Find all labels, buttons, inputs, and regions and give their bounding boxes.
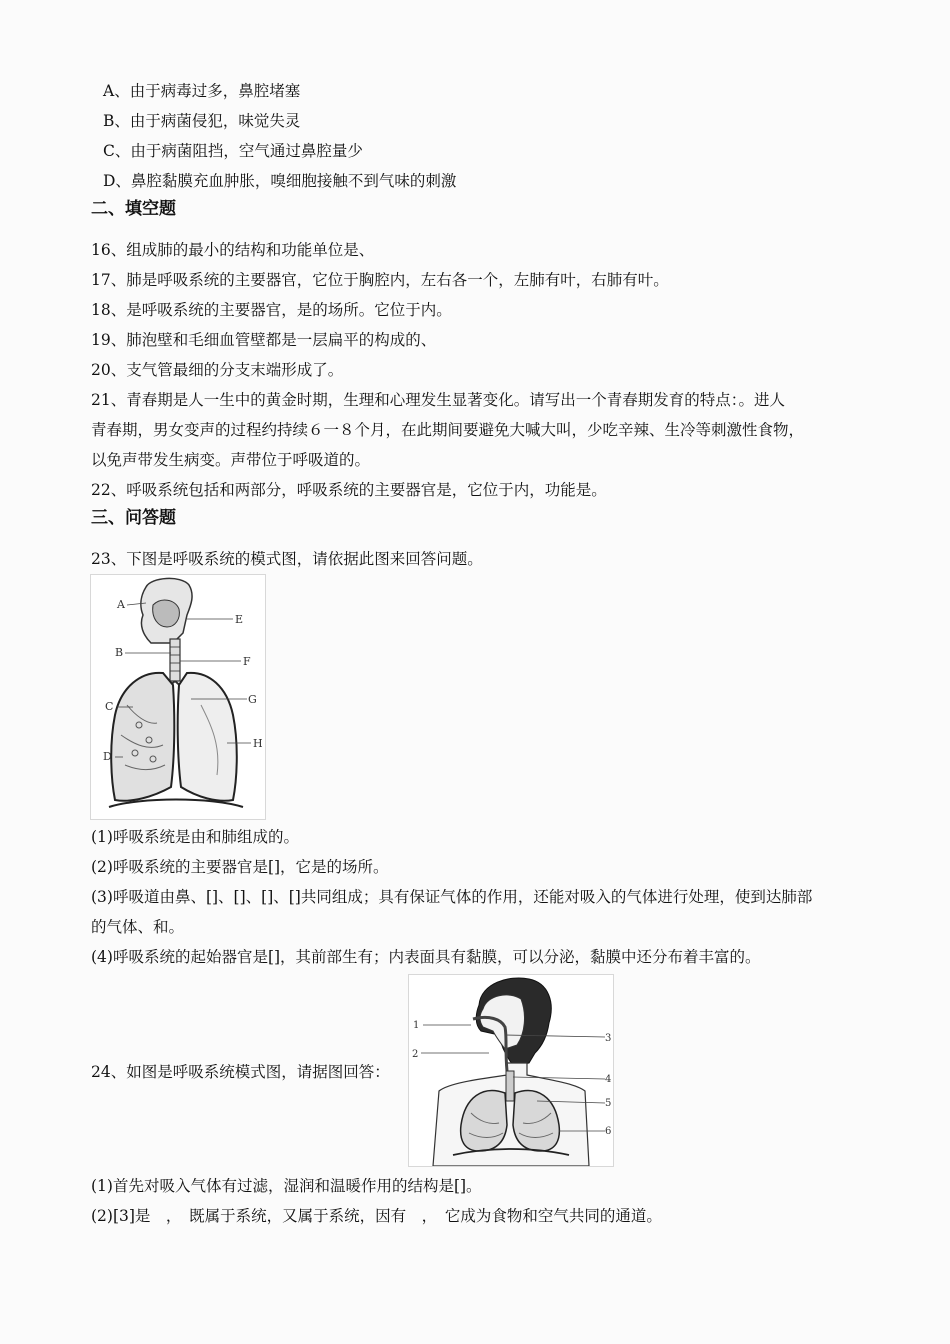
- question-18: 18、是呼吸系统的主要器官，是的场所。它位于内。: [91, 301, 452, 319]
- question-19: 19、肺泡壁和毛细血管壁都是一层扁平的构成的、: [91, 331, 437, 349]
- option-a: A、由于病毒过多，鼻腔堵塞: [103, 82, 301, 100]
- diagram-label-a: A: [117, 598, 125, 611]
- question-23-part-2: (2)呼吸系统的主要器官是[]，它是的场所。: [91, 858, 389, 876]
- question-23-intro: 23、下图是呼吸系统的模式图，请依据此图来回答问题。: [91, 550, 483, 568]
- option-d: D、鼻腔黏膜充血肿胀，嗅细胞接触不到气味的刺激: [103, 172, 457, 190]
- diagram-label-e: E: [235, 613, 244, 626]
- question-23-part-1: (1)呼吸系统是由和肺组成的。: [91, 828, 299, 846]
- question-23-part-3-line-2: 的气体、和。: [91, 918, 185, 936]
- section-fill-in-heading: 二、填空题: [91, 199, 176, 219]
- question-22: 22、呼吸系统包括和两部分，呼吸系统的主要器官是，它位于内，功能是。: [91, 481, 607, 499]
- question-21-line-2: 青春期，男女变声的过程约持续６一８个月，在此期间要避免大喊大叫，少吃辛辣、生冷等刺激性食物，: [91, 421, 805, 439]
- diagram-label-c: C: [105, 700, 114, 713]
- section-qa-heading: 三、问答题: [91, 508, 176, 528]
- diagram-label-3: 3: [605, 1033, 612, 1044]
- diagram-label-f: F: [243, 655, 251, 668]
- diagram-label-2: 2: [412, 1049, 419, 1060]
- question-23-part-4: (4)呼吸系统的起始器官是[]，其前部生有；内表面具有黏膜，可以分泌，黏膜中还分布着丰富的。: [91, 948, 761, 966]
- diagram-label-4: 4: [605, 1074, 612, 1085]
- diagram-label-1: 1: [413, 1020, 420, 1031]
- question-20: 20、支气管最细的分支末端形成了。: [91, 361, 344, 379]
- question-24-intro: 24、如图是呼吸系统模式图，请据图回答：: [91, 1063, 390, 1081]
- question-17: 17、肺是呼吸系统的主要器官，它位于胸腔内，左右各一个，左肺有叶，右肺有叶。: [91, 271, 669, 289]
- diagram-label-6: 6: [605, 1126, 612, 1137]
- question-16: 16、组成肺的最小的结构和功能单位是、: [91, 241, 375, 259]
- diagram-label-5: 5: [605, 1098, 612, 1109]
- diagram-label-d: D: [103, 750, 112, 763]
- question-21-line-1: 21、青春期是人一生中的黄金时期，生理和心理发生显著变化。请写出一个青春期发育的特点：。进人: [91, 391, 785, 409]
- option-c: C、由于病菌阻挡，空气通过鼻腔量少: [103, 142, 363, 160]
- question-24-part-2: (2)[3]是 ， 既属于系统，又属于系统，因有 ， 它成为食物和空气共同的通道。: [91, 1207, 662, 1225]
- question-21-line-3: 以免声带发生病变。声带位于呼吸道的。: [91, 451, 371, 469]
- question-23-part-3-line-1: (3)呼吸道由鼻、[]、[]、[]、[]共同组成；具有保证气体的作用，还能对吸入的气体进行处理，使到达肺部: [91, 888, 813, 906]
- diagram-label-b: B: [115, 646, 124, 659]
- diagram-label-h: H: [253, 737, 263, 750]
- question-24-part-1: (1)首先对吸入气体有过滤，湿润和温暖作用的结构是[]。: [91, 1177, 482, 1195]
- option-b: B、由于病菌侵犯，味觉失灵: [103, 112, 301, 130]
- respiratory-system-diagram-23: [90, 574, 266, 820]
- diagram-label-g: G: [248, 693, 257, 706]
- respiratory-system-diagram-24: [408, 974, 614, 1167]
